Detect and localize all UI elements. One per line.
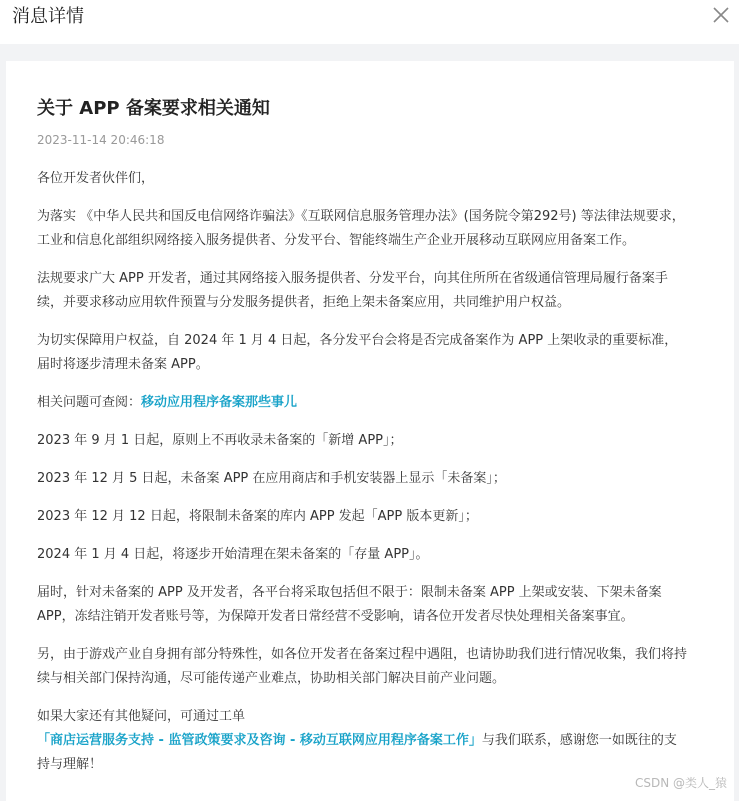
- paragraph-1: 为落实 《中华人民共和国反电信网络诈骗法》《互联网信息服务管理办法》(国务院令第292号) 等法律法规要求，工业和信息化部组织网络接入服务提供者、分发平台、智能终端生产企业开展移动互联网应用备案工作。: [37, 209, 685, 248]
- paragraph-3: 为切实保障用户权益，自 2024 年 1 月 4 日起，各分发平台会将是否完成备案作为 APP 上架收录的重要标准，届时将逐步清理未备案 APP。: [37, 333, 678, 372]
- related-link[interactable]: 移动应用程序备案那些事儿: [141, 395, 298, 410]
- deadline-2: 2023 年 12 月 5 日起，未备案 APP 在应用商店和手机安装器上显示「未备案」；: [37, 471, 506, 486]
- contact-prefix: 如果大家还有其他疑问，可通过工单: [37, 709, 246, 724]
- article-date: 2023-11-14 20:46:18: [37, 133, 165, 147]
- article-title: 关于 APP 备案要求相关通知: [37, 98, 270, 119]
- related-prefix: 相关问题可查阅：: [37, 395, 142, 410]
- deadline-4: 2024 年 1 月 4 日起，将逐步开始清理在架未备案的「存量 APP」。: [37, 547, 429, 562]
- deadline-3: 2023 年 12 月 12 日起，将限制未备案的库内 APP 发起「APP 版本更新」；: [37, 509, 478, 524]
- message-card: [6, 61, 734, 801]
- greeting: 各位开发者伙伴们，: [37, 171, 155, 186]
- deadline-1: 2023 年 9 月 1 日起，原则上不再收录未备案的「新增 APP」；: [37, 433, 403, 448]
- paragraph-4: 届时，针对未备案的 APP 及开发者，各平台将采取包括但不限于：限制未备案 APP 上架或安装、下架未备案 APP，冻结注销开发者账号等，为保障开发者日常经营不受影响，请各位开发者尽快处理相关备案事宜。: [37, 585, 662, 624]
- paragraph-5: 另，由于游戏产业自身拥有部分特殊性，如各位开发者在备案过程中遇阻，也请协助我们进行情况收集，我们将持续与相关部门保持沟通，尽可能传递产业难点，协助相关部门解决目前产业问题。: [37, 647, 688, 686]
- related-line: [37, 391, 687, 415]
- paragraph-2: 法规要求广大 APP 开发者，通过其网络接入服务提供者、分发平台，向其住所所在省级通信管理局履行备案手续，并要求移动应用软件预置与分发服务提供者，拒绝上架未备案应用，共同维护用户权益。: [37, 271, 668, 310]
- dialog-header: [0, 0, 739, 44]
- contact-suffix: 与我们联系，感谢您一如既往的支持与理解！: [37, 733, 677, 772]
- message-content: [37, 97, 687, 777]
- watermark: CSDN @类人_猿: [634, 776, 727, 790]
- close-icon[interactable]: [711, 5, 731, 25]
- dialog-title: 消息详情: [12, 6, 84, 27]
- contact-link[interactable]: 「商店运营服务支持 - 监管政策要求及咨询 - 移动互联网应用程序备案工作」: [37, 733, 482, 748]
- contact-line: [37, 705, 687, 777]
